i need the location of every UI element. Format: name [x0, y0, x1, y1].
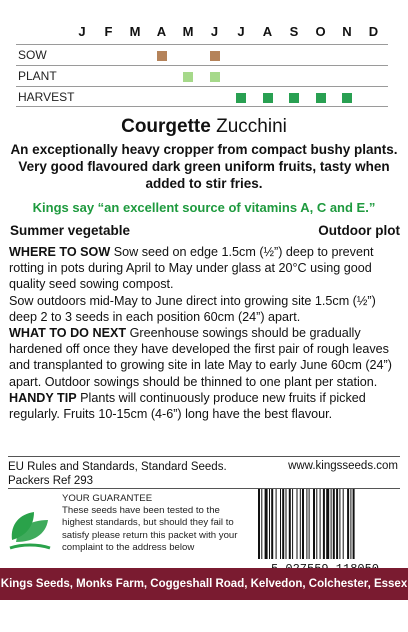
calendar-cell [236, 93, 246, 103]
location-label: Outdoor plot [318, 223, 400, 238]
calendar-cell [210, 72, 220, 82]
month-label: N [342, 24, 352, 39]
barcode-bar [343, 489, 344, 559]
barcode-bar [347, 489, 349, 559]
barcode-bar [258, 489, 260, 559]
category-line [10, 223, 400, 238]
calendar-label-plant: PLANT [18, 69, 57, 83]
barcode-bar [316, 489, 317, 559]
handy-tip-text: Plants will continuously produce new fruits if picked regularly. Fruits 10-15cm (4-6”) long have the best flavour. [9, 390, 366, 422]
barcode-bar [269, 489, 270, 559]
calendar-label-harvest: HARVEST [18, 90, 75, 104]
barcode-bar [280, 489, 281, 559]
calendar-bottom-rule [16, 106, 388, 107]
calendar-cell [289, 93, 299, 103]
calendar-cell [263, 93, 273, 103]
month-label: M [129, 24, 141, 39]
calendar-cell [157, 51, 167, 61]
month-label: M [182, 24, 194, 39]
product-name: Courgette [121, 116, 211, 137]
barcode-bar [320, 489, 321, 559]
barcode-bar [331, 489, 332, 559]
category-label: Summer vegetable [10, 223, 131, 238]
month-label: J [210, 24, 219, 39]
calendar-label-sow: SOW [18, 48, 47, 62]
barcode-bar [300, 489, 301, 559]
rules-block [8, 460, 238, 488]
product-title [0, 116, 408, 138]
sowing-calendar [0, 0, 408, 108]
barcode-bar [265, 489, 268, 559]
leaf-logo-icon [8, 504, 52, 554]
calendar-row-sow [16, 44, 388, 65]
barcode-bar [336, 489, 338, 559]
packers-ref: Packers Ref 293 [8, 475, 94, 487]
guarantee-heading: YOUR GUARANTEE [62, 493, 153, 504]
what-next-text: Greenhouse sowings should be gradually hardened off once they have developed the first pair of rough leaves and transplanted to growing site in late May to early June 60cm (24”) apart. Outdoor sowings should be thinned to one plant per station. [9, 326, 392, 389]
barcode-bar [306, 489, 307, 559]
handy-tip-paragraph [9, 390, 401, 422]
barcode-bar [292, 489, 293, 559]
divider [8, 456, 400, 457]
barcode-bar [350, 489, 351, 559]
barcode-bar [313, 489, 315, 559]
barcode-bar [261, 489, 262, 559]
barcode-bar [339, 489, 340, 559]
calendar-row-plant [16, 65, 388, 86]
calendar-cell [210, 51, 220, 61]
barcode-bar [282, 489, 284, 559]
barcode-bar [302, 489, 304, 559]
kings-quote: Kings say “an excellent source of vitamins A, C and E.” [32, 200, 376, 215]
barcode-bar [276, 489, 277, 559]
calendar-cell [183, 72, 193, 82]
barcode-bar [333, 489, 335, 559]
month-label: J [237, 24, 245, 39]
guarantee-block [62, 493, 252, 554]
month-label: O [315, 24, 326, 39]
month-label: S [289, 24, 299, 39]
barcode [250, 485, 400, 575]
what-next-heading: WHAT TO DO NEXT [9, 326, 127, 341]
month-label: A [156, 24, 167, 39]
guarantee-text: These seeds have been tested to the highest standards, but should they fail to satisfy please return this packet with your complaint to the address below [62, 505, 238, 553]
where-to-sow-text: Sow seed on edge 1.5cm (½”) deep to prevent rotting in pots during April to May under glass at 20°C using good quality seed sowing compost. [9, 245, 374, 292]
calendar-cell [342, 93, 352, 103]
month-label: J [78, 24, 86, 39]
website-link[interactable]: www.kingsseeds.com [288, 460, 398, 472]
barcode-bar [289, 489, 291, 559]
product-description: An exceptionally heavy cropper from compact bushy plants. Very good flavoured dark green uniform fruits, tasty when added to stir fries. [10, 142, 398, 191]
instructions [9, 244, 401, 422]
footer-address: Kings Seeds, Monks Farm, Coggeshall Road, Kelvedon, Colchester, Essex CO5 9PG [0, 568, 408, 600]
outdoor-sow-paragraph: Sow outdoors mid-May to June direct into growing site 1.5cm (½”) deep 2 to 3 seeds in each position 60cm (24”) apart. [9, 293, 376, 324]
month-label: A [262, 24, 273, 39]
product-variety: Zucchini [216, 116, 287, 137]
rules-text: EU Rules and Standards, Standard Seeds. [8, 461, 227, 473]
barcode-bar [326, 489, 329, 559]
barcode-bar [309, 489, 310, 559]
barcode-bar [353, 489, 355, 559]
barcode-bar [297, 489, 298, 559]
calendar-cell [316, 93, 326, 103]
where-to-sow-heading: WHERE TO SOW [9, 245, 111, 259]
what-next-paragraph [9, 325, 401, 390]
month-header [0, 24, 408, 40]
barcode-bar [286, 489, 287, 559]
month-label: D [368, 24, 379, 39]
barcode-bar [271, 489, 273, 559]
handy-tip-heading: HANDY TIP [9, 390, 77, 405]
barcode-bar [323, 489, 325, 559]
month-label: F [104, 24, 113, 39]
where-to-sow-paragraph [9, 244, 401, 293]
calendar-row-harvest [16, 86, 388, 107]
